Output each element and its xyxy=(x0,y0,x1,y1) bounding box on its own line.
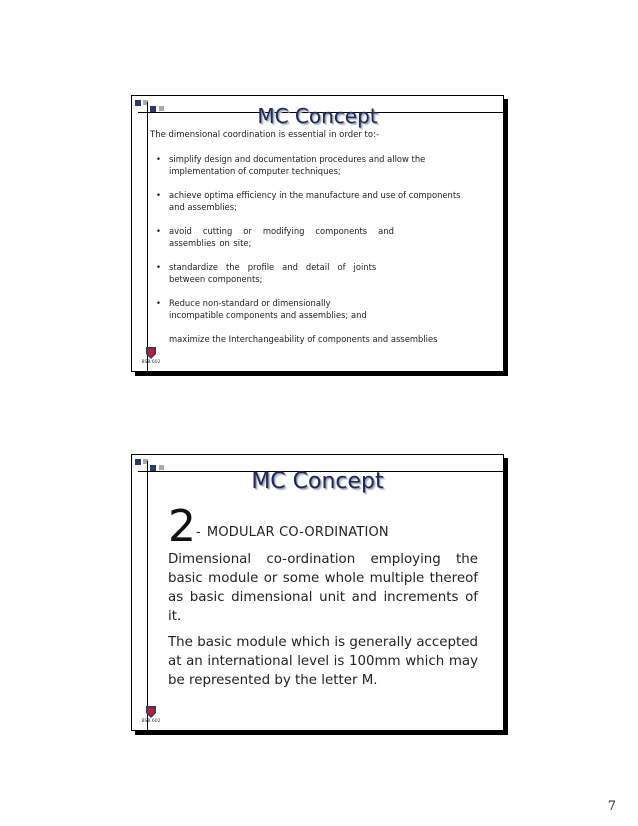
page-number: 7 xyxy=(607,799,616,814)
bullet-icon: • xyxy=(156,226,161,236)
university-logo xyxy=(140,347,162,365)
bullet-list xyxy=(156,154,496,359)
shield-icon xyxy=(146,706,156,718)
divider-vertical xyxy=(147,102,148,371)
logo-text: BSB 602 xyxy=(141,360,161,365)
slide-1 xyxy=(131,95,504,372)
logo-text: BSB 602 xyxy=(141,719,161,724)
university-logo xyxy=(140,706,162,724)
bullet-icon: • xyxy=(156,262,161,272)
slide-title: MC Concept xyxy=(257,104,378,128)
section-number: 2 xyxy=(168,501,196,552)
list-item: • Reduce non-standard or dimensionally incompatible components and assemblies; and xyxy=(156,298,367,320)
slide-title: MC Concept xyxy=(251,469,384,494)
bullet-icon: • xyxy=(156,190,161,200)
divider-vertical xyxy=(147,461,148,730)
shield-icon xyxy=(146,347,156,359)
module-paragraph: The basic module which is generally accepted at an international level is 100mm which may be represented by the letter M. xyxy=(168,635,478,688)
slide-2 xyxy=(131,454,504,731)
list-item: maximize the Interchangeability of components and assemblies xyxy=(169,334,438,344)
list-item: • simplify design and documentation procedures and allow the implementation of computer techniques; xyxy=(156,154,426,176)
bullet-icon: • xyxy=(156,154,161,164)
intro-text: The dimensional coordination is essential in order to:- xyxy=(150,130,380,140)
list-item: • avoid cutting or modifying components and assemblies on site; xyxy=(156,226,394,248)
bullet-icon: • xyxy=(156,298,161,308)
list-item: • standardize the profile and detail of joints between components; xyxy=(156,262,377,284)
section-heading: - MODULAR CO-ORDINATION xyxy=(196,525,389,540)
definition-paragraph: Dimensional co-ordination employing the basic module or some whole multiple thereof as basic dimensional unit and increments of it. xyxy=(168,552,478,624)
list-item: • achieve optima efficiency in the manufacture and use of components and assemblies; xyxy=(156,190,461,212)
